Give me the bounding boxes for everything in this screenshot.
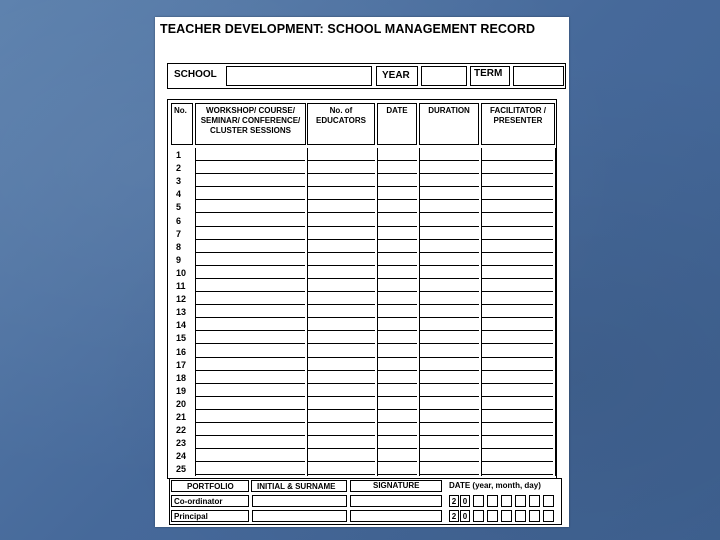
table-cell[interactable] — [419, 240, 479, 253]
coordinator-name-field[interactable] — [252, 495, 347, 507]
table-cell[interactable] — [307, 240, 375, 253]
table-cell[interactable] — [481, 200, 553, 213]
table-cell[interactable] — [307, 292, 375, 305]
date-digit-field[interactable] — [501, 510, 512, 522]
year-field[interactable] — [421, 66, 467, 86]
table-cell[interactable] — [307, 397, 375, 410]
row-number: 3 — [176, 176, 182, 187]
row-number: 13 — [176, 307, 187, 318]
table-cell[interactable] — [481, 410, 553, 423]
row-number: 10 — [176, 267, 187, 278]
table-cell[interactable] — [377, 384, 417, 397]
table-cell[interactable] — [195, 423, 305, 436]
portfolio-label: PORTFOLIO — [187, 482, 234, 491]
table-cell[interactable] — [195, 187, 305, 200]
table-cell[interactable] — [307, 174, 375, 187]
table-cell[interactable] — [307, 214, 375, 227]
date-digit-field[interactable] — [529, 510, 540, 522]
table-cell[interactable] — [481, 240, 553, 253]
table-cell[interactable] — [307, 423, 375, 436]
table-cell[interactable] — [419, 371, 479, 384]
table-cell[interactable] — [481, 423, 553, 436]
row-number: 2 — [176, 163, 182, 174]
table-cell[interactable] — [377, 148, 417, 161]
principal-signature-field[interactable] — [350, 510, 442, 522]
table-cell[interactable] — [377, 266, 417, 279]
row-number: 25 — [176, 464, 187, 475]
row-number: 18 — [176, 372, 187, 383]
table-cell[interactable] — [307, 305, 375, 318]
term-label: TERM — [474, 68, 503, 79]
column-divider — [481, 148, 482, 476]
table-cell[interactable] — [377, 436, 417, 449]
date-digit-field[interactable] — [515, 510, 526, 522]
date-digit-field[interactable] — [473, 495, 484, 507]
table-cell[interactable] — [419, 174, 479, 187]
table-cell[interactable] — [195, 240, 305, 253]
principal-label: Principal — [174, 512, 208, 521]
date-digit-field[interactable] — [543, 495, 554, 507]
column-divider — [419, 148, 420, 476]
row-number: 23 — [176, 438, 187, 449]
table-cell[interactable] — [195, 161, 305, 174]
table-cell[interactable] — [419, 200, 479, 213]
row-number: 9 — [176, 254, 182, 265]
year-label-box — [376, 66, 418, 86]
column-divider — [307, 148, 308, 476]
table-cell[interactable] — [419, 279, 479, 292]
table-cell[interactable] — [307, 227, 375, 240]
coordinator-year-digit-2: 0 — [460, 495, 470, 507]
table-cell[interactable] — [307, 331, 375, 344]
table-cell[interactable] — [377, 279, 417, 292]
record-table — [167, 99, 557, 479]
table-cell[interactable] — [195, 174, 305, 187]
initial-surname-label: INITIAL & SURNAME — [257, 482, 336, 491]
table-cell[interactable] — [481, 331, 553, 344]
portfolio-header-box — [171, 480, 249, 492]
table-cell[interactable] — [377, 410, 417, 423]
table-cell[interactable] — [419, 318, 479, 331]
row-number: 8 — [176, 241, 182, 252]
signature-label: SIGNATURE — [373, 481, 420, 490]
table-cell[interactable] — [195, 371, 305, 384]
table-cell[interactable] — [195, 214, 305, 227]
table-cell[interactable] — [481, 436, 553, 449]
table-cell[interactable] — [377, 187, 417, 200]
date-digit-field[interactable] — [501, 495, 512, 507]
date-digit-field[interactable] — [487, 510, 498, 522]
table-cell[interactable] — [377, 345, 417, 358]
table-cell[interactable] — [377, 174, 417, 187]
header-duration: DURATION — [419, 103, 479, 145]
table-cell[interactable] — [481, 305, 553, 318]
table-cell[interactable] — [307, 148, 375, 161]
table-cell[interactable] — [419, 384, 479, 397]
row-number: 11 — [176, 281, 186, 291]
table-cell[interactable] — [195, 345, 305, 358]
table-cell[interactable] — [377, 253, 417, 266]
table-cell[interactable] — [307, 449, 375, 462]
table-cell[interactable] — [307, 371, 375, 384]
table-cell[interactable] — [307, 253, 375, 266]
column-divider — [555, 148, 556, 476]
signoff-block — [169, 478, 562, 525]
table-cell[interactable] — [195, 397, 305, 410]
table-cell[interactable] — [377, 200, 417, 213]
header-no: No. — [171, 103, 193, 145]
table-cell[interactable] — [195, 148, 305, 161]
table-cell[interactable] — [307, 358, 375, 371]
table-cell[interactable] — [481, 161, 553, 174]
table-cell[interactable] — [195, 331, 305, 344]
table-cell[interactable] — [419, 266, 479, 279]
table-cell[interactable] — [419, 305, 479, 318]
coordinator-signature-field[interactable] — [350, 495, 442, 507]
table-cell[interactable] — [377, 318, 417, 331]
table-cell[interactable] — [195, 462, 305, 475]
table-cell[interactable] — [195, 305, 305, 318]
row-number: 14 — [176, 320, 187, 331]
school-label: SCHOOL — [174, 69, 217, 80]
table-cell[interactable] — [419, 253, 479, 266]
table-cell[interactable] — [195, 358, 305, 371]
table-cell[interactable] — [481, 266, 553, 279]
table-cell[interactable] — [419, 462, 479, 475]
row-number: 15 — [176, 333, 187, 344]
column-divider — [377, 148, 378, 476]
table-cell[interactable] — [195, 200, 305, 213]
row-number: 22 — [176, 425, 187, 436]
row-number: 16 — [176, 346, 187, 357]
coordinator-year-digit-1: 2 — [449, 495, 459, 507]
table-cell[interactable] — [377, 371, 417, 384]
table-cell[interactable] — [481, 148, 553, 161]
row-number: 5 — [176, 202, 182, 213]
table-cell[interactable] — [195, 436, 305, 449]
header-facilitator: FACILITATOR / PRESENTER — [481, 103, 555, 145]
table-cell[interactable] — [481, 384, 553, 397]
date-digit-field[interactable] — [487, 495, 498, 507]
year-label: YEAR — [382, 70, 410, 81]
table-cell[interactable] — [481, 292, 553, 305]
table-cell[interactable] — [307, 462, 375, 475]
table-cell[interactable] — [377, 292, 417, 305]
header-educators: No. of EDUCATORS — [307, 103, 375, 145]
table-cell[interactable] — [419, 345, 479, 358]
date-digit-field[interactable] — [529, 495, 540, 507]
table-cell[interactable] — [481, 174, 553, 187]
table-cell[interactable] — [481, 397, 553, 410]
table-cell[interactable] — [307, 161, 375, 174]
table-cell[interactable] — [307, 318, 375, 331]
table-cell[interactable] — [419, 397, 479, 410]
form-title: TEACHER DEVELOPMENT: SCHOOL MANAGEMENT RECORD — [160, 22, 536, 36]
table-cell[interactable] — [481, 449, 553, 462]
header-workshop: WORKSHOP/ COURSE/ SEMINAR/ CONFERENCE/ CLUSTER SESSIONS — [195, 103, 306, 145]
table-cell[interactable] — [419, 292, 479, 305]
row-number: 17 — [176, 359, 187, 370]
table-cell[interactable] — [307, 410, 375, 423]
record-form — [155, 17, 569, 527]
table-cell[interactable] — [481, 214, 553, 227]
table-cell[interactable] — [481, 358, 553, 371]
table-cell[interactable] — [195, 449, 305, 462]
row-number: 6 — [176, 215, 182, 226]
table-cell[interactable] — [419, 187, 479, 200]
table-cell[interactable] — [419, 358, 479, 371]
table-cell[interactable] — [481, 345, 553, 358]
table-cell[interactable] — [481, 371, 553, 384]
table-cell[interactable] — [481, 253, 553, 266]
table-cell[interactable] — [377, 423, 417, 436]
table-cell[interactable] — [377, 462, 417, 475]
school-field[interactable] — [226, 66, 372, 86]
term-field[interactable] — [513, 66, 564, 86]
table-cell[interactable] — [419, 214, 479, 227]
row-number: 4 — [176, 189, 182, 200]
table-cell[interactable] — [419, 227, 479, 240]
table-cell[interactable] — [195, 292, 305, 305]
table-cell[interactable] — [419, 331, 479, 344]
date-digit-field[interactable] — [543, 510, 554, 522]
table-cell[interactable] — [195, 384, 305, 397]
table-cell[interactable] — [377, 240, 417, 253]
table-cell[interactable] — [377, 214, 417, 227]
table-cell[interactable] — [307, 200, 375, 213]
table-cell[interactable] — [195, 253, 305, 266]
table-cell[interactable] — [481, 318, 553, 331]
table-cell[interactable] — [481, 279, 553, 292]
row-number: 1 — [176, 150, 182, 160]
table-cell[interactable] — [481, 227, 553, 240]
column-divider — [195, 148, 196, 476]
table-cell[interactable] — [377, 227, 417, 240]
table-cell[interactable] — [307, 345, 375, 358]
table-cell[interactable] — [307, 187, 375, 200]
principal-name-field[interactable] — [252, 510, 347, 522]
table-cell[interactable] — [195, 227, 305, 240]
row-number: 24 — [176, 451, 187, 462]
date-digit-field[interactable] — [515, 495, 526, 507]
date-digit-field[interactable] — [473, 510, 484, 522]
table-cell[interactable] — [419, 423, 479, 436]
table-cell[interactable] — [481, 187, 553, 200]
table-cell[interactable] — [377, 331, 417, 344]
table-cell[interactable] — [377, 305, 417, 318]
term-label-box — [470, 66, 510, 86]
header-date: DATE — [377, 103, 417, 145]
table-cell[interactable] — [307, 266, 375, 279]
table-cell[interactable] — [419, 148, 479, 161]
table-cell[interactable] — [419, 449, 479, 462]
table-cell[interactable] — [377, 161, 417, 174]
school-info-strip — [167, 63, 566, 89]
principal-year-digit-1: 2 — [449, 510, 459, 522]
table-cell[interactable] — [419, 436, 479, 449]
table-cell[interactable] — [307, 384, 375, 397]
table-cell[interactable] — [419, 410, 479, 423]
table-cell[interactable] — [307, 436, 375, 449]
row-number: 12 — [176, 294, 187, 305]
table-cell[interactable] — [195, 266, 305, 279]
table-cell[interactable] — [195, 279, 305, 292]
table-cell[interactable] — [377, 449, 417, 462]
table-cell[interactable] — [195, 318, 305, 331]
row-number: 19 — [176, 385, 187, 396]
table-cell[interactable] — [377, 397, 417, 410]
date-label: DATE (year, month, day) — [449, 481, 541, 490]
table-cell[interactable] — [481, 462, 553, 475]
row-number: 20 — [176, 398, 187, 409]
row-number: 7 — [176, 228, 182, 239]
table-cell[interactable] — [419, 161, 479, 174]
table-cell[interactable] — [377, 358, 417, 371]
principal-year-digit-2: 0 — [460, 510, 470, 522]
table-cell[interactable] — [195, 410, 305, 423]
row-number: 21 — [176, 412, 187, 422]
table-cell[interactable] — [307, 279, 375, 292]
coordinator-label: Co-ordinator — [174, 497, 223, 506]
